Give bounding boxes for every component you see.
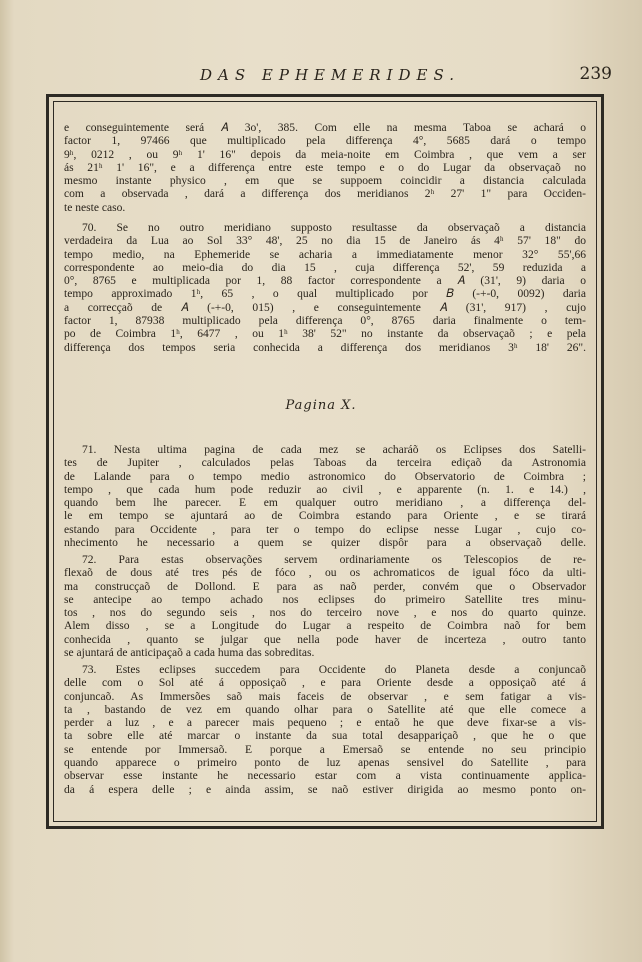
text-line: com a observada , dará a differença dos meridianos 2ʰ 27' 1" para Occiden-: [64, 188, 586, 201]
text-line: Alem disso , se a Longitude do Lugar a respeito de Coimbra naõ for bem: [64, 620, 586, 633]
text-line: 9ʰ, 0212 , ou 9ʰ 1' 16" depois da meia-noite em Coimbra , que vem a ser: [64, 148, 586, 161]
text-line: se entende por Immersaõ. E porque a Emersaõ se entende no seu principio: [64, 743, 586, 756]
page-number: 239: [579, 64, 612, 84]
text-line: quando apparece o primeiro ponto de luz apenas sensivel do Satellite , para: [64, 757, 586, 770]
paragraph-72: [64, 554, 586, 660]
text-line: tos , nos do segundo seis , nos do terceiro nove , e nos do quarto quinze.: [64, 607, 586, 620]
text-line: observar esse instante he necessario estar com a vista continuamente applica-: [64, 770, 586, 783]
text-line: factor 1, 97466 que multiplicado pela differença 4°, 5685 dará o tempo: [64, 135, 586, 148]
text-line: correspondente ao meio-dia do dia 15 , cuja differença 52', 59 reduzida a: [64, 261, 586, 274]
text-line: 73. Estes eclipses succedem para Occidente do Planeta desde a conjuncaõ: [82, 664, 586, 676]
text-line: ta , bastando de vez em quando olhar para o Satellite até que elle comece a: [64, 703, 586, 716]
text-line: nhecimento he necessario a quem se quizer dispôr para a observaçaõ delle.: [64, 537, 586, 550]
text-line: 70. Se no outro meridiano supposto resultasse da observaçaõ a distancia: [82, 222, 586, 234]
text-line: quando bem lhe parecer. E em qualquer outro meridiano , a differença del-: [64, 497, 586, 510]
text-line: ma construcçaõ de Dollond. E para as naõ perder, convém que o Observador: [64, 580, 586, 593]
text-line: le em tempo se ajuntará ao de Coimbra estando para Oriente , e se tirará: [64, 510, 586, 523]
text-line: se ajuntará de anticipaçaõ a cada huma das sobreditas.: [64, 647, 315, 660]
text-line: de Lalande para o tempo medio astronomico do Observatorio de Coimbra ;: [64, 470, 586, 483]
text-line: 0°, 8765 e multiplicada por 1, 88 factor correspondente a 𝐴 (31', 9) daria o: [64, 275, 586, 288]
section-heading-pagina-x: Pagina X.: [285, 398, 357, 413]
text-line: mesmo instante physico , em que se suppoem coincidir a distancia calculada: [64, 175, 586, 188]
paragraph-73: [64, 664, 586, 797]
text-line: da á espera delle ; e ainda assim, se naõ estiver dirigida ao mesmo ponto on-: [64, 783, 586, 796]
text-line: ás 21ʰ 1' 16", e a differença entre este tempo e o do Lugar da observaçaõ no: [64, 161, 586, 174]
text-line: tempo approximado 1ʰ, 65 , o qual multiplicado por 𝐵 (-+-0, 0092) daria: [64, 288, 586, 301]
text-line: tempo medio, na Ephemeride se acharia a immediatamente menor 32° 55',66: [64, 248, 586, 261]
running-head: DAS EPHEMERIDES.: [200, 66, 460, 84]
text-line: se antecipe ao tempo achado nos eclipses do primeiro Satellite tres minu-: [64, 593, 586, 606]
text-line: factor 1, 87938 multiplicado pela differença 0°, 8765 daria finalmente o tem-: [64, 315, 586, 328]
text-line: 71. Nesta ultima pagina de cada mez se acharáõ os Eclipses dos Satelli-: [82, 444, 586, 456]
text-line: conjuncaõ. As Immersões saõ mais faceis de observar , e sem fatigar a vis-: [64, 690, 586, 703]
text-line: po de Coimbra 1ʰ, 6477 , ou 1ʰ 38' 52" no instante da observaçaõ ; e pela: [64, 328, 586, 341]
page-header: [40, 66, 622, 94]
text-line: 72. Para estas observações servem ordinariamente os Telescopios de re-: [82, 554, 586, 566]
text-line: verdadeira da Lua ao Sol 33° 48', 25 no dia 15 de Janeiro ás 4ʰ 57' 18" do: [64, 235, 586, 248]
text-line: estando para Occidente , para ter o tempo do eclipse nesse Lugar , cujo co-: [64, 523, 586, 536]
text-line: flexaõ de dous até tres pés de fóco , ou os achromaticos de igual fóco da ulti-: [64, 567, 586, 580]
text-line: e conseguintemente será 𝐴 3o', 385. Com elle na mesma Taboa se achará o: [64, 122, 586, 134]
paragraph-71: [64, 444, 586, 550]
text-line: delle com o Sol até á opposiçaõ , e para Oriente desde a opposiçaõ até á: [64, 677, 586, 690]
text-line: conhecida , quanto se julgar que nella pode haver de incerteza , outro tanto: [64, 633, 586, 646]
text-line: tempo , que cada hum pode reduzir ao civil , e apparente (n. 1. e 14.) ,: [64, 483, 586, 496]
text-line: tes de Jupiter , calculados pelas Taboas da terceira ediçaõ da Astronomia: [64, 457, 586, 470]
text-line: differença dos tempos seria conhecida a differença dos meridianos 3ʰ 18' 26".: [64, 341, 586, 354]
text-line: ta sobre elle até marcar o instante da sua total desappariçaõ , que he o que: [64, 730, 586, 743]
text-line: perder a luz , e a parecer mais pequeno ; e entaõ he que deve fixar-se a vis-: [64, 717, 586, 730]
text-line: a correcçaõ de 𝐴 (-+-0, 015) , e conseguintemente 𝐴 (31', 917) , cujo: [64, 301, 586, 314]
text-line: te neste caso.: [64, 201, 126, 214]
paragraph-69-continuation: [64, 122, 586, 215]
paragraph-70: [64, 222, 586, 355]
